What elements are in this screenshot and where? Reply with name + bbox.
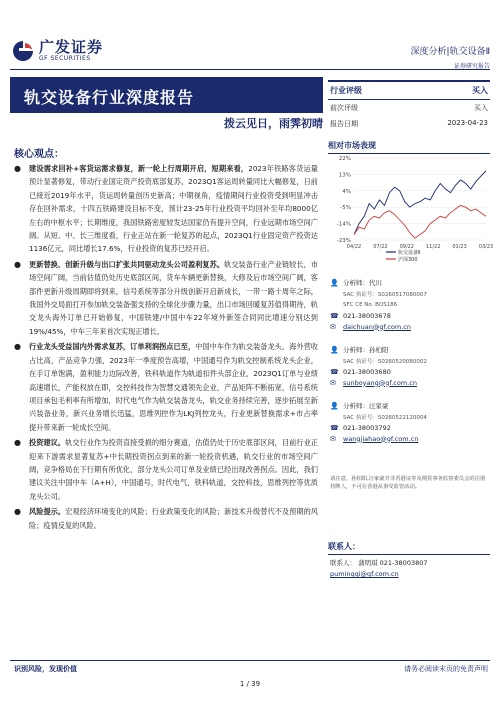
legend-label: 沪深300 (398, 257, 418, 263)
page-number: 1 / 39 (239, 680, 261, 688)
bullet-text: 轨交行业作为投资直接受损的细分赛道，估值仍处于历史底部区间，目前行业正迎来下游需求显著复苏+中长期投资拐点到来的新一轮投资机遇，轨交行业的市场空间广阔，竞争格局在下行期有所优化，部分龙头公司订单及业绩已经出现改善拐点。因此，我们建议关注中国中车（A+H），中国通号，时代电气，铁科轨道，交控科技，思维列控等优质龙头公司。 (29, 438, 318, 501)
logo-cn: 广发证券 (39, 38, 104, 56)
prev-rating-label: 前次评级 (330, 104, 358, 112)
rating-table (328, 80, 490, 132)
analyst-email[interactable]: wangjiahao@gf.com.cn (343, 434, 419, 443)
date-label: 报告日期 (330, 120, 358, 128)
list-item (14, 340, 318, 434)
header-divider (10, 69, 490, 70)
analyst-card (330, 400, 427, 444)
x-tick-label: 03/23 (478, 244, 494, 250)
core-views-title: 核心观点： (14, 149, 64, 160)
bullet-lead: 投资建议。 (29, 438, 66, 448)
analyst-name: 汪家豪 (369, 402, 389, 410)
chart-title: 相对市场表现 (328, 140, 490, 154)
contact-email[interactable]: pumingqi@gf.com.cn (330, 570, 399, 578)
contact-phone: 021-38003807 (379, 559, 428, 567)
analyst-name: 孙柏阳 (369, 346, 389, 354)
analyst-cert: SAC 执证号：S0260517080007 (343, 291, 427, 298)
list-item (14, 258, 318, 338)
analyst-card (330, 277, 427, 332)
phone-icon: ☎ (330, 311, 339, 320)
footer-divider (10, 660, 490, 661)
bullet-lead: 风险提示。 (29, 507, 66, 517)
logo-mark-icon (10, 40, 36, 62)
logo-en: GF SECURITIES (39, 55, 91, 62)
bullet-icon: ● (14, 259, 21, 269)
bullet-lead: 行业龙头受益国内外需求复苏，订单利润拐点已至， (29, 342, 196, 352)
bullet-icon: ● (14, 438, 21, 448)
y-tick-label: 22% (338, 156, 351, 162)
footer-slogan: 识别风险，发现价值 (14, 665, 77, 673)
x-tick-label: 07/22 (373, 244, 388, 250)
contact-title: 联系人： (328, 541, 490, 555)
analyst-cert2: SFC CE No. BOS186 (343, 301, 398, 308)
list-item (14, 505, 318, 532)
analyst-cert: SAC 执证号：S0260522120004 (343, 414, 427, 421)
analyst-phone: 021-38003678 (343, 311, 391, 320)
report-category: 深度分析|轨交设备Ⅱ (410, 47, 490, 57)
bullet-lead: 更新替换、创新升级与出口扩张共同驱动龙头公司盈利复苏。 (29, 259, 225, 269)
rating-row (328, 80, 490, 100)
contact-card (330, 558, 428, 580)
title-bar (10, 77, 323, 113)
prev-rating-value: 买入 (474, 104, 488, 112)
email-icon: ✉ (330, 378, 336, 387)
bullet-icon: ● (14, 507, 21, 517)
bullet-text: 轨交装备行业产业链较长，市场空间广阔，当前估值仍处历史底部区间，货车车辆更新替换，大修及后市场空间广阔，客部件更新升级周期即将到来，信号系统等部分升级创新开启新成长，一带一路十周年之际，我国外交局面打开参加轨交装备强支持的全球化步骤力量，出口市场回暖复苏值得期待，轨交龙头海外订单已开始修复，中国铁建/中国中车22年境外新签合同同比增速分别达到19%/45%，中车三年来首次实现正增长。 (29, 259, 318, 336)
y-tick-label: 13% (338, 172, 351, 179)
analyst-role: 分析师： (343, 279, 369, 287)
disclaimer-note: 请注意，孙柏阳,汪家豪并非香港证券及期货事务监察委员会的注册持牌人，不可在香港从事受监管活动。 (330, 476, 486, 490)
person-icon: 👤 (330, 401, 339, 410)
person-icon: 👤 (330, 278, 339, 287)
company-logo (10, 39, 103, 62)
x-tick-label: 11/22 (425, 244, 441, 250)
bullet-lead: 建设需求回补+客货运需求修复，新一轮上行周期开启，短期来看， (29, 164, 249, 173)
phone-icon: ☎ (330, 423, 339, 432)
series-line (354, 205, 486, 238)
y-tick-label: -5% (340, 205, 351, 212)
y-tick-label: -14% (336, 221, 351, 228)
contact-label: 联系人： (330, 559, 356, 567)
footer-disclaimer: 请务必阅读末页的免责声明 (404, 665, 488, 673)
bullet-text: 宏观经济环境变化的风险；行业政策变化的风险；新技术升级替代不及预期的风险；疫情反复的风险。 (29, 507, 318, 530)
list-item (14, 162, 318, 256)
x-tick-label: 09/22 (399, 244, 415, 250)
date-row (328, 116, 490, 132)
page-title: 轨交设备行业深度报告 (24, 88, 195, 107)
analyst-role: 分析师： (343, 402, 369, 410)
analyst-email[interactable]: sunboyang@gf.com.cn (343, 378, 417, 387)
date-value: 2023-04-23 (447, 119, 488, 127)
bullet-icon: ● (14, 342, 21, 352)
person-icon: 👤 (330, 345, 339, 354)
prev-rating-row (328, 100, 490, 116)
bullet-text: 中国中车作为轨交装备龙头，海外营收占比高，产品竞争力强，2023年一季度预告高增，中国通号作为轨交控制系统龙头企业，在手订单饱满，盈利能力边际改善，铁科轨道作为轨道扣件头部企业，2023Q1订单与业绩高速增长，产能权放在即，交控科技作为智慧交通领先企业，产品矩阵不断拓宽，信号系统项目承包毛利率有所增加，时代电气作为轨交装备龙头，轨交业务持续完善，逐步拓展至新兴装备业务，新兴业务增长迅猛，思维列控作为LKJ列控龙头，行业更新替换需求+市占率提升带来新一轮成长空间。 (29, 342, 318, 432)
bullet-text: 2023年铁路客货运量预计显著修复，带动行业国定资产投资底部复苏，2023Q1客运周转量同比大幅修复，日前已接近2019年水平，货运周转量创历史新高；中期视角，疫情期间行业投资受到明显冲击存在回补需求，十四五铁路建设目标不变，预计23-25年行业投资平均回补至年均8000亿左右的中枢水平；长期维度，我国铁路密度较发达国家仍有提升空间，行业远期市场空间广阔。从短、中、长三维度看，行业正站在新一轮复苏的起点，2023Q1行业固定资产投资达1136亿元，同比增长17.6%，行业投资的复苏已经开启。 (29, 164, 318, 254)
x-tick-label: 01/23 (452, 244, 467, 250)
bullet-icon: ● (14, 164, 21, 173)
analyst-phone: 021-38003792 (343, 423, 391, 432)
y-tick-label: -23% (336, 238, 351, 244)
report-type: 证券研究报告 (453, 63, 490, 70)
analyst-role: 分析师： (343, 346, 369, 354)
email-icon: ✉ (330, 322, 336, 331)
phone-icon: ☎ (330, 367, 339, 376)
series-line (354, 171, 486, 235)
relative-performance-chart (326, 152, 494, 268)
legend-label: 轨交设备Ⅱ (398, 250, 421, 256)
x-tick-label: 04/22 (346, 244, 362, 250)
chart-svg (326, 152, 494, 264)
analyst-name: 代川 (369, 279, 382, 287)
list-item (14, 436, 318, 503)
analyst-phone: 021-38003680 (343, 367, 391, 376)
rating-value: 买入 (472, 86, 488, 95)
core-views-body (14, 162, 318, 534)
analyst-email[interactable]: daichuan@gf.com.cn (343, 322, 411, 331)
analyst-card (330, 344, 427, 388)
analyst-cert: SAC 执证号：S0260520080002 (343, 358, 427, 365)
rating-label: 行业评级 (330, 86, 362, 95)
email-icon: ✉ (330, 434, 336, 443)
page-subtitle: 拨云见日，雨霁初晴 (224, 117, 323, 130)
contact-name: 蒲明琪 (358, 559, 378, 567)
y-tick-label: 4% (342, 188, 351, 195)
